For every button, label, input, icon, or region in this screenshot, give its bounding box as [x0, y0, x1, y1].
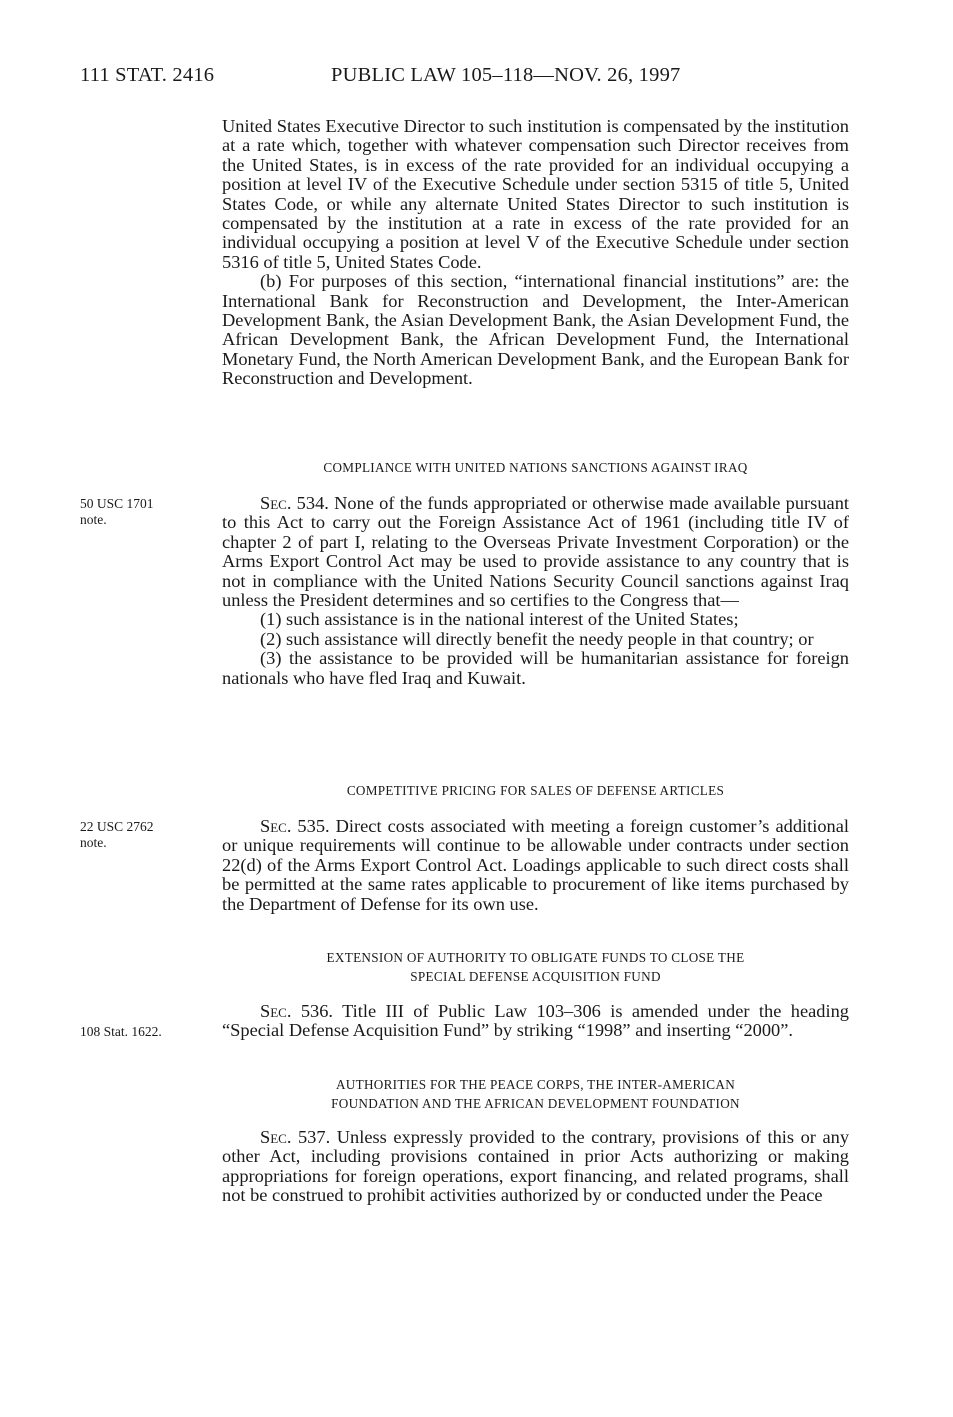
section-paragraph: [222, 817, 849, 914]
margin-note-line: note.: [80, 835, 107, 850]
margin-note-line: note.: [80, 512, 107, 527]
section-537: [222, 1075, 849, 1113]
list-item: (2) such assistance will directly benefit the needy people in that country; or: [260, 628, 814, 649]
intro-paragraph-2: (b) For purposes of this section, “international financial institutions” are: the International Bank for Reconstruction and Development, the Inter-American Development Bank, the Asian Development Bank, the Asian Development Fund, the African Development Bank, the African Development Fund, the International Monetary Fund, the North American Development Bank, and the European Bank for Reconstruction and Development.: [222, 271, 849, 389]
margin-note-line: 50 USC 1701: [80, 496, 154, 511]
margin-note-sec535: [80, 819, 154, 851]
section-536-body: [222, 1002, 849, 1041]
section-paragraph: [222, 1128, 849, 1206]
section-heading: COMPLIANCE WITH UNITED NATIONS SANCTIONS AGAINST IRAQ: [323, 460, 748, 475]
margin-note-sec536: 108 Stat. 1622.: [80, 1024, 162, 1039]
list-item: (1) such assistance is in the national interest of the United States;: [260, 609, 739, 630]
section-label: Sec. 537.: [260, 1127, 331, 1147]
section-text: Title III of Public Law 103–306 is amended under the heading “Special Defense Acquisition Fund” by striking “1998” and inserting “2000”.: [222, 1001, 849, 1041]
section-paragraph: [222, 1002, 849, 1041]
section-heading: COMPETITIVE PRICING FOR SALES OF DEFENSE ARTICLES: [346, 783, 725, 798]
section-534: [222, 458, 849, 477]
margin-note-sec534: [80, 496, 154, 528]
section-535-body: [222, 817, 849, 914]
intro-section: [222, 117, 849, 389]
section-heading-line-2: SPECIAL DEFENSE ACQUISITION FUND: [410, 969, 661, 984]
intro-paragraph-1: United States Executive Director to such institution is compensated by the institution at a rate which, together with whatever compensation such Director receives from the United States, is in excess of the rate provided for an individual occupying a position at level IV of the Executive Schedule under section 5315 of title 5, United States Code, or while any alternate United States Director to such institution is compensated by the institution at a rate in excess of the rate provided for an individual occupying a position at level V of the Executive Schedule under section 5316 of title 5, United States Code.: [222, 116, 849, 272]
margin-note-line: 22 USC 2762: [80, 819, 154, 834]
section-535: [222, 781, 849, 800]
section-heading-line-1: EXTENSION OF AUTHORITY TO OBLIGATE FUNDS TO CLOSE THE: [326, 950, 745, 965]
section-534-body: [222, 494, 849, 688]
section-label: Sec. 534.: [260, 493, 329, 513]
section-537-body: [222, 1128, 849, 1206]
section-text: None of the funds appropriated or otherwise made available pursuant to this Act to carry out the Foreign Assistance Act of 1961 (including title IV of chapter 2 of part I, relating to the Overseas Private Investment Corporation) or the Arms Export Control Act may be used to provide assistance to any country that is not in compliance with the United Nations Security Council sanctions against Iraq unless the President determines and so certifies to the Congress that—: [222, 493, 849, 611]
section-text: Unless expressly provided to the contrary, provisions of this or any other Act, including provisions contained in prior Acts authorizing or making appropriations for foreign operations, export financing, and related programs, shall not be construed to prohibit activities authorized by or conducted under the Peace: [222, 1127, 850, 1206]
section-text: Direct costs associated with meeting a foreign customer’s additional or unique requirements will continue to be allowable under contracts under section 22(d) of the Arms Export Control Act. Loadings applicable to such direct costs shall be permitted at the same rates applicable to procurement of like items purchased by the Department of Defense for its own use.: [222, 816, 850, 914]
section-label: Sec. 536.: [260, 1001, 334, 1021]
section-paragraph: [222, 494, 849, 610]
list-item: (3) the assistance to be provided will be humanitarian assistance for foreign nationals who have fled Iraq and Kuwait.: [222, 648, 849, 688]
section-heading-line-1: AUTHORITIES FOR THE PEACE CORPS, THE INTER-AMERICAN: [335, 1077, 736, 1092]
section-heading-line-2: FOUNDATION AND THE AFRICAN DEVELOPMENT FOUNDATION: [331, 1096, 740, 1111]
stat-page-number: 111 STAT. 2416: [80, 64, 215, 86]
public-law-title: PUBLIC LAW 105–118—NOV. 26, 1997: [331, 64, 681, 86]
section-label: Sec. 535.: [260, 816, 330, 836]
section-536: [222, 948, 849, 986]
